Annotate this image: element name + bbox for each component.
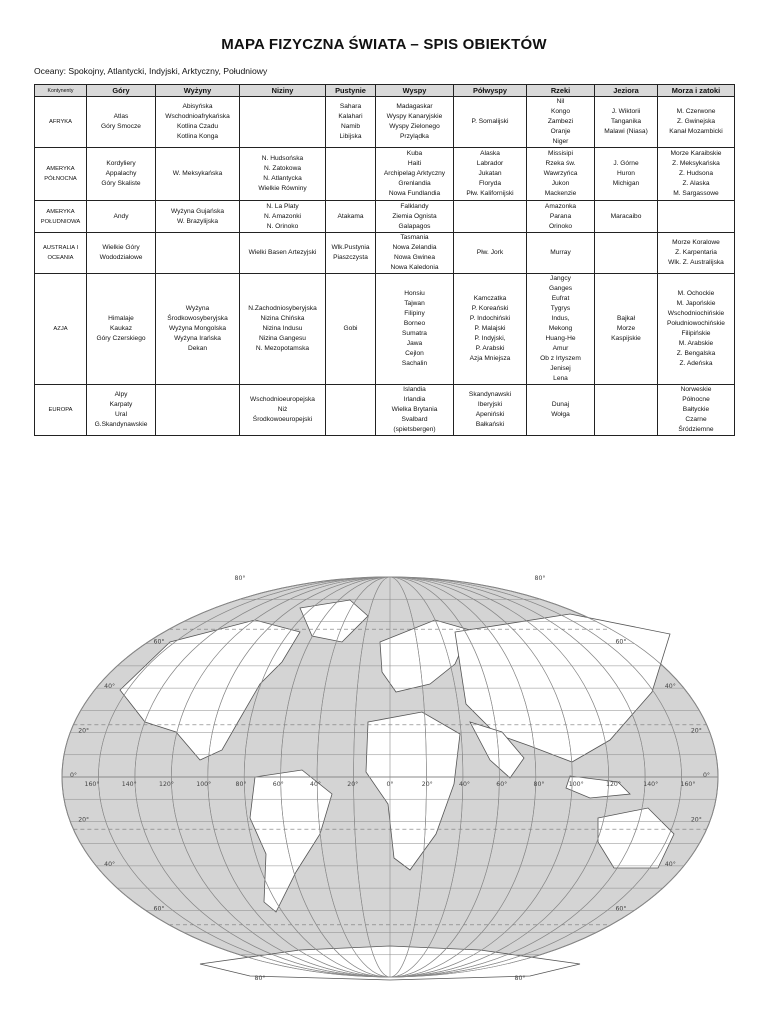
cell-entry: Rzeka św.: [545, 160, 576, 167]
cell-entry: Kanał Mozambicki: [669, 128, 723, 135]
cell-entry: Alpy: [114, 391, 128, 398]
cell-entry: Missisipi: [548, 150, 573, 157]
cell-entry: Apeniński: [475, 411, 505, 418]
cell-entry: Nowa Fundlandia: [388, 190, 441, 197]
table-cell: [87, 233, 156, 274]
cell-entry: Amur: [552, 345, 569, 352]
cell-entry: Dekan: [187, 345, 208, 352]
column-header: Morza i zatoki: [658, 85, 735, 97]
cell-entry: Kalahari: [338, 113, 363, 120]
cell-entry: Indus,: [551, 315, 570, 322]
longitude-label: 160°: [680, 781, 696, 788]
longitude-label: 0°: [386, 781, 394, 788]
cell-entry: Nizina Gangesu: [259, 335, 306, 342]
cell-entry: Sumatra: [402, 330, 427, 337]
cell-entry: M. Czerwone: [676, 108, 716, 115]
cell-entry: Z. Karpentaria: [675, 249, 717, 256]
cell-entry: N. Atlantycka: [263, 175, 302, 182]
table-cell: [156, 148, 240, 201]
table-cell: [326, 97, 376, 148]
table-body: [35, 97, 735, 436]
table-row: [35, 97, 735, 148]
cell-entry: Piaszczysta: [333, 254, 368, 261]
cell-entry: Z. Alaska: [682, 180, 710, 187]
latitude-label: 20°: [78, 727, 90, 735]
cell-entry: Ob z Irtyszem: [540, 355, 581, 362]
continent-label: AFRYKA: [48, 119, 73, 125]
cell-entry: Grenlandia: [398, 180, 431, 187]
latitude-label: 80°: [254, 975, 266, 982]
table-cell: [658, 148, 735, 201]
cell-entry: Bałkański: [475, 421, 505, 428]
cell-entry: Nil: [556, 98, 565, 105]
latitude-label: 60°: [153, 905, 165, 913]
cell-entry: Kordyliery: [106, 160, 136, 167]
cell-entry: Tajwan: [404, 300, 425, 307]
cell-entry: Dunaj: [551, 401, 570, 408]
cell-entry: P. Indyjski,: [474, 335, 506, 342]
table-cell: [376, 233, 454, 274]
cell-entry: Środkowosyberyjska: [167, 315, 228, 322]
cell-entry: Kaukaz: [110, 325, 132, 332]
longitude-label: 140°: [643, 781, 659, 788]
cell-entry: Niger: [552, 138, 569, 145]
table-cell: [658, 97, 735, 148]
cell-entry: Z. Adeńska: [679, 360, 713, 367]
cell-entry: W. Brazylijska: [176, 217, 219, 225]
cell-entry: Huang-He: [545, 335, 576, 342]
cell-entry: Wyspy Zielonego: [389, 123, 440, 130]
table-row: [35, 233, 735, 274]
latitude-label: 80°: [534, 575, 546, 582]
cell-entry: N. Zatokowa: [263, 165, 301, 172]
cell-entry: Wyżyna Irańska: [174, 335, 221, 342]
table-header-row: [35, 85, 735, 97]
cell-entry: Karpaty: [109, 401, 133, 408]
cell-entry: Kuba: [406, 150, 423, 157]
cell-entry: Morze: [616, 325, 636, 332]
cell-entry: Wschodnioafrykańska: [165, 113, 230, 120]
latitude-label: 60°: [615, 638, 627, 646]
cell-entry: Labrador: [476, 160, 504, 167]
cell-entry: M. Ochockie: [677, 290, 715, 297]
table-cell: [87, 274, 156, 385]
table-cell: [376, 201, 454, 233]
cell-entry: Ganges: [548, 285, 573, 292]
continent-label: OCEANIA: [47, 255, 74, 261]
cell-entry: Filipińskie: [681, 330, 711, 337]
cell-entry: Falklandy: [400, 202, 429, 210]
latitude-label: 60°: [615, 905, 627, 913]
cell-entry: Nizina Chińska: [260, 315, 305, 322]
table-cell: [595, 385, 658, 436]
cell-entry: Z. Meksykańska: [672, 160, 720, 167]
cell-entry: Bałtyckie: [682, 406, 710, 413]
latitude-label: 80°: [234, 575, 246, 582]
cell-entry: P. Malajski: [474, 325, 506, 332]
cell-entry: Nizina Indusu: [262, 325, 303, 332]
table-cell: [240, 233, 326, 274]
continent-label: PÓŁNOCNA: [44, 176, 77, 182]
table-cell: [87, 385, 156, 436]
table-cell: [454, 201, 527, 233]
cell-entry: Kotlina Czadu: [176, 123, 219, 130]
continent-label: EUROPA: [48, 407, 73, 413]
cell-entry: Wielkie Góry: [102, 244, 140, 251]
cell-entry: J. Wiktorii: [611, 108, 641, 115]
cell-entry: Środkowoeuropejski: [252, 416, 313, 423]
table-cell: [240, 201, 326, 233]
cell-entry: Tygrys: [550, 305, 571, 312]
cell-entry: Azja Mniejsza: [469, 355, 511, 362]
cell-entry: Michigan: [612, 180, 640, 187]
table-cell: [326, 274, 376, 385]
longitude-label: 120°: [606, 781, 621, 788]
column-header: Kontynenty: [35, 85, 87, 97]
document-title: MAPA FIZYCZNA ŚWIATA – SPIS OBIEKTÓW: [221, 36, 547, 53]
cell-entry: Mekong: [548, 325, 573, 332]
cell-entry: Honsiu: [404, 290, 425, 297]
latitude-label: 40°: [104, 683, 116, 691]
table-cell: [87, 148, 156, 201]
latitude-label: 20°: [78, 816, 90, 824]
cell-entry: Zambezi: [547, 118, 574, 125]
table-cell: [527, 233, 595, 274]
cell-entry: Góry Skaliste: [101, 180, 141, 187]
continent-cell: [35, 148, 87, 201]
table-cell: [527, 385, 595, 436]
cell-entry: M. Sargassowe: [673, 190, 719, 197]
cell-entry: Płw. Kalifornijski: [466, 190, 514, 197]
continent-label: AZJA: [53, 326, 68, 332]
table-cell: [527, 97, 595, 148]
cell-entry: Irlandia: [403, 396, 426, 403]
world-map: [50, 572, 730, 982]
cell-entry: Z. Bengalska: [676, 350, 716, 357]
cell-entry: Nowa Zelandia: [392, 244, 437, 251]
cell-entry: Wielki Basen Artezyjski: [248, 249, 317, 256]
longitude-label: 20°: [421, 781, 433, 788]
cell-entry: Galapagos: [398, 222, 431, 230]
cell-entry: Ziemia Ognista: [392, 212, 437, 220]
cell-entry: Czarne: [685, 416, 707, 423]
cell-entry: N. La Platy: [266, 202, 299, 210]
cell-entry: Tanganika: [610, 118, 642, 125]
cell-entry: P. Somalijski: [471, 118, 509, 125]
table-row: [35, 274, 735, 385]
cell-entry: Wawrzyńca: [543, 170, 578, 177]
table-cell: [240, 97, 326, 148]
continent-cell: [35, 233, 87, 274]
cell-entry: Kaspijskie: [611, 335, 641, 342]
cell-entry: Bajkał: [617, 315, 635, 322]
latitude-label: 40°: [104, 860, 116, 868]
cell-entry: Murray: [550, 249, 571, 256]
cell-entry: Wielka Brytania: [391, 406, 438, 413]
cell-entry: Ural: [114, 411, 128, 418]
table-cell: [376, 274, 454, 385]
cell-entry: Przylądka: [400, 133, 429, 140]
continent-label: AMERYKA: [46, 166, 75, 172]
objects-table: [34, 84, 735, 436]
cell-entry: Tasmania: [400, 234, 429, 241]
cell-entry: Atlas: [113, 113, 129, 120]
continent-label: AUSTRALIA I: [42, 245, 79, 251]
cell-entry: Jangcy: [550, 275, 571, 282]
continent-cell: [35, 201, 87, 233]
cell-entry: Wyżyna: [185, 305, 210, 312]
table-cell: [595, 274, 658, 385]
continent-cell: [35, 97, 87, 148]
cell-entry: Wschodnioeuropejska: [250, 396, 315, 403]
cell-entry: Mackenzie: [544, 190, 577, 197]
cell-entry: N. Orinoko: [266, 222, 299, 230]
cell-entry: Nowa Gwinea: [393, 254, 436, 261]
table-cell: [658, 201, 735, 233]
latitude-label: 40°: [664, 860, 676, 868]
column-header: Jeziora: [595, 85, 658, 97]
table-cell: [326, 233, 376, 274]
cell-entry: Madagaskar: [396, 103, 433, 110]
latitude-label: 40°: [664, 683, 676, 691]
column-header: Niziny: [240, 85, 326, 97]
latitude-label: 20°: [690, 727, 702, 735]
table-cell: [527, 201, 595, 233]
cell-entry: Archipelag Arktyczny: [383, 170, 446, 177]
longitude-label: 40°: [310, 781, 321, 788]
table-cell: [326, 201, 376, 233]
table-cell: [376, 97, 454, 148]
table-cell: [658, 385, 735, 436]
longitude-label: 100°: [196, 781, 212, 788]
cell-entry: Himalaje: [108, 315, 134, 322]
cell-entry: Morze Karaibskie: [670, 150, 722, 157]
table-cell: [156, 385, 240, 436]
cell-entry: Lena: [553, 375, 568, 382]
latitude-label: 0°: [702, 772, 710, 779]
cell-entry: P. Koreański: [471, 305, 509, 312]
table-cell: [87, 201, 156, 233]
cell-entry: Andy: [113, 212, 129, 220]
column-header: Wyspy: [376, 85, 454, 97]
cell-entry: Atakama: [337, 212, 364, 220]
column-header: Wyżyny: [156, 85, 240, 97]
cell-entry: P. Arabski: [475, 345, 505, 352]
cell-entry: Skandynawski: [468, 391, 512, 398]
column-header: Pustynie: [326, 85, 376, 97]
cell-entry: Borneo: [403, 320, 426, 327]
cell-entry: Kongo: [550, 108, 571, 115]
cell-entry: Południowochińskie: [667, 320, 725, 327]
table-cell: [454, 385, 527, 436]
table-cell: [240, 385, 326, 436]
cell-entry: J. Górne: [613, 160, 639, 167]
table-cell: [156, 201, 240, 233]
table-cell: [527, 148, 595, 201]
cell-entry: M. Japońskie: [676, 300, 716, 307]
table-cell: [595, 148, 658, 201]
cell-entry: Wschodniochińskie: [667, 310, 725, 317]
cell-entry: Niż: [277, 406, 288, 413]
cell-entry: Parana: [549, 212, 572, 220]
cell-entry: Orinoko: [548, 222, 573, 230]
cell-entry: Filipiny: [404, 310, 425, 317]
cell-entry: M. Arabskie: [678, 340, 714, 347]
table-cell: [454, 148, 527, 201]
table-cell: [376, 385, 454, 436]
cell-entry: Północne: [682, 396, 710, 403]
table-cell: [595, 201, 658, 233]
table-cell: [326, 385, 376, 436]
longitude-label: 40°: [459, 781, 470, 788]
cell-entry: Wododziałowe: [99, 254, 143, 261]
cell-entry: Cejlon: [405, 350, 424, 357]
table-cell: [454, 233, 527, 274]
cell-entry: Gobi: [343, 325, 358, 332]
table-cell: [87, 97, 156, 148]
longitude-label: 80°: [533, 781, 545, 788]
cell-entry: Wyżyna Gujańska: [170, 207, 225, 215]
cell-entry: Sachalin: [401, 360, 428, 367]
cell-entry: Wlk.Pustynia: [331, 244, 370, 251]
longitude-label: 60°: [496, 781, 508, 788]
cell-entry: Libijska: [339, 133, 362, 140]
longitude-label: 160°: [84, 781, 100, 788]
column-header: Góry: [87, 85, 156, 97]
table-cell: [156, 233, 240, 274]
cell-entry: Iberyjski: [477, 401, 503, 408]
continent-cell: [35, 274, 87, 385]
cell-entry: Appalachy: [105, 170, 137, 177]
table-cell: [658, 274, 735, 385]
cell-entry: Nowa Kaledonia: [390, 264, 439, 271]
latitude-label: 60°: [153, 638, 165, 646]
oceans-line: Oceany: Spokojny, Atlantycki, Indyjski, Arktyczny, Południowy: [34, 66, 268, 76]
table-cell: [527, 274, 595, 385]
latitude-label: 20°: [690, 816, 702, 824]
longitude-label: 20°: [347, 781, 359, 788]
cell-entry: Amazonka: [544, 202, 577, 210]
continent-label: AMERYKA: [46, 208, 75, 215]
cell-entry: Wyżyna Mongolska: [168, 325, 227, 332]
cell-entry: N. Mezopotamska: [255, 345, 310, 352]
cell-entry: Abisyńska: [182, 103, 213, 110]
table-cell: [240, 274, 326, 385]
table-cell: [240, 148, 326, 201]
cell-entry: Góry Czerskiego: [96, 335, 146, 342]
cell-entry: Wyspy Kanaryjskie: [386, 113, 443, 120]
cell-entry: Jawa: [406, 340, 423, 347]
latitude-label: 80°: [514, 975, 526, 982]
cell-entry: Eufrat: [551, 295, 570, 302]
cell-entry: Namib: [340, 123, 361, 130]
cell-entry: Oranje: [550, 128, 571, 135]
cell-entry: G.Skandynawskie: [94, 421, 148, 428]
cell-entry: Kotlina Konga: [176, 133, 219, 140]
world-map-graticule: [50, 572, 730, 982]
longitude-label: 100°: [568, 781, 584, 788]
cell-entry: Góry Smocze: [101, 123, 141, 130]
column-header: Półwyspy: [454, 85, 527, 97]
table-cell: [454, 97, 527, 148]
cell-entry: Kamczatka: [473, 295, 507, 302]
table-cell: [156, 97, 240, 148]
table-row: [35, 201, 735, 233]
cell-entry: Śródziemne: [678, 426, 714, 433]
longitude-label: 140°: [121, 781, 137, 788]
table-row: [35, 385, 735, 436]
cell-entry: N.Zachodniosyberyjska: [248, 305, 317, 312]
table-cell: [454, 274, 527, 385]
cell-entry: Jenisej: [550, 365, 571, 372]
table-cell: [376, 148, 454, 201]
cell-entry: Z. Gwinejska: [676, 118, 716, 125]
cell-entry: P. Indochiński: [469, 315, 511, 322]
table-cell: [326, 148, 376, 201]
cell-entry: N. Hudsońska: [261, 155, 304, 162]
cell-entry: W. Meksykańska: [172, 170, 223, 177]
cell-entry: Norweskie: [680, 386, 712, 393]
table-cell: [595, 233, 658, 274]
longitude-label: 60°: [272, 781, 284, 788]
cell-entry: Alaska: [480, 150, 500, 157]
cell-entry: Floryda: [479, 180, 501, 187]
cell-entry: Malawi (Niasa): [604, 128, 648, 135]
cell-entry: Z. Hudsona: [678, 170, 714, 177]
cell-entry: Morze Koralowe: [672, 239, 720, 246]
longitude-label: 80°: [235, 781, 247, 788]
cell-entry: N. Amazonki: [263, 212, 301, 220]
table-row: [35, 148, 735, 201]
cell-entry: Haiti: [407, 160, 422, 167]
cell-entry: Wlk. Z. Australijska: [668, 259, 724, 266]
cell-entry: Płw. Jork: [476, 249, 504, 256]
table-cell: [658, 233, 735, 274]
continent-label: POŁUDNIOWA: [40, 218, 81, 225]
cell-entry: Jukatan: [478, 170, 502, 177]
cell-entry: Islandia: [403, 386, 426, 393]
longitude-label: 120°: [159, 781, 174, 788]
continent-cell: [35, 385, 87, 436]
cell-entry: Huron: [617, 170, 635, 177]
column-header: Rzeki: [527, 85, 595, 97]
cell-entry: Sahara: [339, 103, 362, 110]
cell-entry: Jukon: [551, 180, 570, 187]
cell-entry: (spietsbergen): [393, 426, 436, 433]
cell-entry: Wołga: [551, 411, 570, 418]
cell-entry: Maracaibo: [610, 212, 642, 220]
cell-entry: Wielkie Równiny: [258, 185, 307, 192]
table-cell: [156, 274, 240, 385]
cell-entry: Svalbard: [401, 416, 428, 423]
latitude-label: 0°: [70, 772, 78, 779]
table-cell: [595, 97, 658, 148]
